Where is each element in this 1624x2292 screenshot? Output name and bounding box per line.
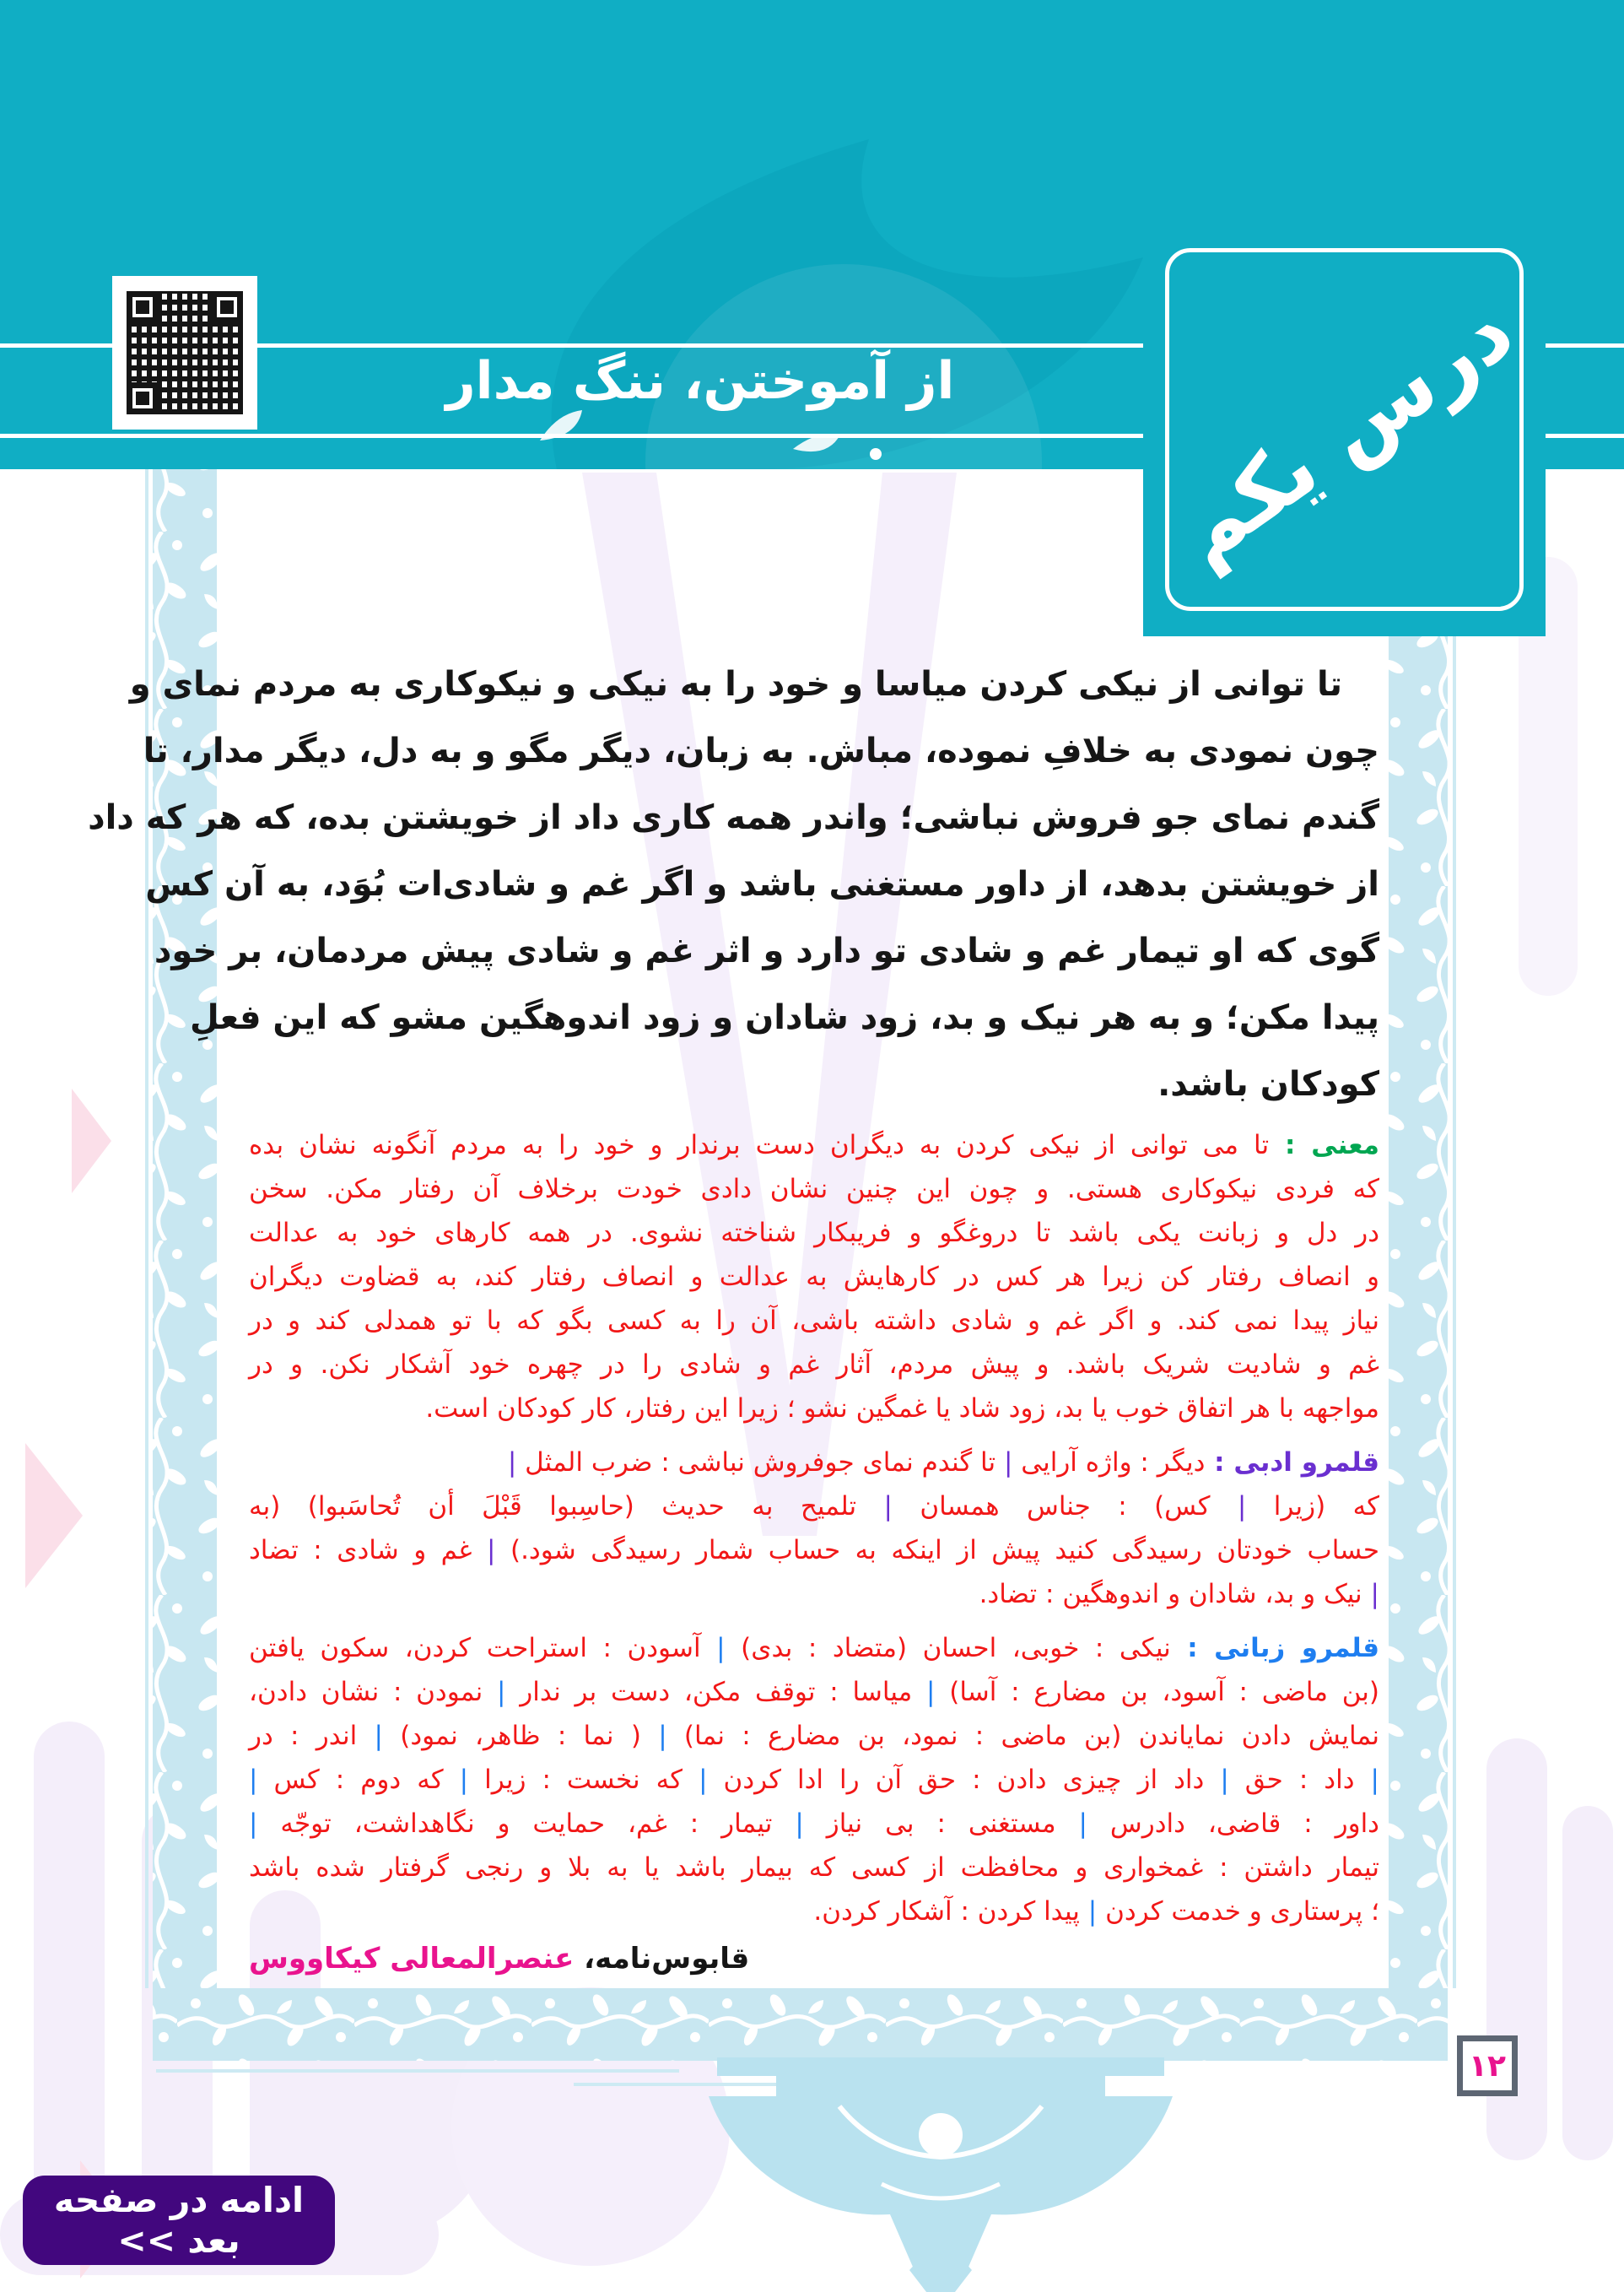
pipe-separator: | [699,1765,708,1795]
literary-section [249,1441,1379,1616]
pipe-separator: | [1370,1765,1379,1795]
pipe-separator: | [926,1677,936,1707]
meaning-line: غم و شادیت شریک باشد. و پیش مردم، آثار غم و شادی را در چهره خود آشکار نکن. و در [249,1349,1379,1380]
page-number-box [1457,2035,1518,2096]
literary-line: | نیک و بد، شادان و اندوهگین : تضاد. [979,1579,1379,1609]
language-line: تیمار داشتن : غمخواری و محافظت از کسی که بیمار باشد یا به بلا و رنجی گرفتار شده باشد [249,1852,1379,1883]
language-line: قلمرو زبانی : نیکی : خوبی، احسان (متضاد : بدی) | آسودن : استراحت کردن، سکون یافتن [249,1633,1379,1663]
header-rule-bottom [0,434,1143,438]
meaning-line: نیاز پیدا نمی کند. و اگر غم و شادی داشته باشی، آن را به کسی بگو که با تو همدلی کند و در [249,1305,1379,1336]
pipe-separator: | [716,1633,726,1663]
lesson-badge-calligraphy: درس یکم [1158,280,1530,582]
pipe-separator: | [249,1765,258,1795]
pipe-separator: | [497,1677,506,1707]
passage-line: چون نمودی به خلافِ نموده، مباش. به زبان، دیگر مگو و به دل، دیگر مدار، تا [143,732,1379,770]
meaning-label: معنی : [1269,1130,1379,1160]
qr-finder-icon [127,291,159,323]
meaning-section [249,1123,1379,1430]
language-label: قلمرو زبانی : [1170,1633,1379,1663]
pipe-separator: | [1078,1808,1087,1839]
lesson-badge [1143,226,1546,636]
pipe-separator: | [1370,1579,1379,1609]
passage-line: تا توانی از نیکی کردن میاسا و خود را به نیکی و نیکوکاری به مردم نمای و [129,665,1342,704]
header-rule-top-right [1546,343,1624,348]
source-author: عنصرالمعالی کیکاووس [249,1942,575,1976]
header-rule-top [257,343,1143,348]
language-section [249,1626,1379,1933]
header-rule-top-left [0,343,112,348]
passage-line: از خویشتن بدهد، از داور مستغنی باشد و اگر غم و شادی‌ات بُوَد، به آن کس [145,865,1379,904]
passage-line: کودکان باشد. [1157,1065,1379,1104]
pipe-separator: | [374,1721,383,1751]
continue-next-page-button[interactable]: ادامه در صفحه بعد >> [23,2176,335,2265]
passage-line: پیدا مکن؛ و به هر نیک و بد، زود شادان و زود اندوهگین مشو که این فعلِ [190,998,1379,1037]
frame-ornament-pendant [709,2057,1173,2292]
pipe-separator: | [1220,1765,1229,1795]
pipe-separator: | [1003,1447,1013,1478]
meaning-line: در دل و زبانت یکی باشد تا دروغگو و فریبکار شناخته نشوی. در همه کارهای خود به عدالت [249,1218,1379,1248]
qr-finder-icon [127,382,159,414]
pipe-separator: | [507,1447,517,1478]
meaning-line: که فردی نیکوکاری هستی. و چون این چنین نشان دادی خودت برخلاف آن رفتار مکن. سخن [249,1174,1379,1204]
literary-line: قلمرو ادبی : دیگر : واژه آرایی | تا گندم نمای جوفروش نباشی : ضرب المثل | [507,1447,1379,1478]
pipe-separator: | [658,1721,667,1751]
qr-code-icon [112,276,257,430]
pipe-separator: | [795,1808,804,1839]
pipe-separator: | [459,1765,469,1795]
literary-line: که (زیرا | کس) : جناس همسان | تلمیح به حدیث (حاسِبوا قَبْلَ أن تُحاسَبوا) (به [249,1491,1379,1522]
pipe-separator: | [883,1491,893,1522]
language-line: داور : قاضی، دادرس | مستغنی : بی نیاز | تیمار : غم، حمایت و نگاهداشت، توجّه | [249,1808,1379,1839]
source-attribution [249,1942,1379,1976]
page-title: از آموختن، ننگ مدار [445,351,955,411]
pipe-separator: | [487,1535,496,1565]
qr-finder-icon [211,291,243,323]
lesson-content [88,651,1380,1976]
language-line: ؛ پرستاری و خدمت کردن | پیدا کردن : آشکار کردن. [813,1896,1379,1927]
language-line: | داد : حق | داد از چیزی دادن : حق آن را ادا کردن | که نخست : زیرا | که دوم : کس | [249,1765,1379,1795]
passage-line: گوی که او تیمار غم و شادی تو دارد و اثر غم و شادی پیش مردمان، بر خود [154,932,1379,970]
meaning-line: مواجهه با هر اتفاق خوب یا بد، زود شاد یا غمگین نشو ؛ زیرا این رفتار، کار کودکان است. [425,1393,1379,1424]
source-book-title: قابوس‌نامه، [584,1942,750,1976]
meaning-line: و انصاف رفتار کن زیرا هر کس در کارهایش به عدالت و انصاف رفتار کند، به قضاوت دیگران [249,1262,1379,1292]
pipe-separator: | [1087,1896,1098,1927]
literary-line: حساب خودتان رسیدگی کنید پیش از اینکه به حساب شمار رسیدگی شود.) | غم و شادی : تضاد [249,1535,1379,1565]
passage-line: گندم نمای جو فروش نباشی؛ واندر همه کاری داد از خویشتن بده، که هر که داد [88,798,1379,837]
language-line: (بن ماضی : آسود، بن مضارع : آسا) | میاسا : توقف مکن، دست بر ندار | نمودن : نشان دادن، [249,1677,1380,1707]
meaning-line: معنی : تا می توانی از نیکی کردن به دیگران دست برندار و خود را به مردم آنگونه نشان بده [249,1130,1379,1160]
pipe-separator: | [249,1808,258,1839]
pipe-separator: | [1237,1491,1247,1522]
language-line: نمایش دادن نمایاندن (بن ماضی : نمود، بن مضارع : نما) | ( نما : ظاهر، نمود) | اندر : در [249,1721,1380,1751]
qr-code-pattern [127,291,243,414]
passage-text [88,651,1379,1118]
literary-label: قلمرو ادبی : [1205,1447,1379,1478]
page-number: ۱۲ [1469,2048,1506,2084]
